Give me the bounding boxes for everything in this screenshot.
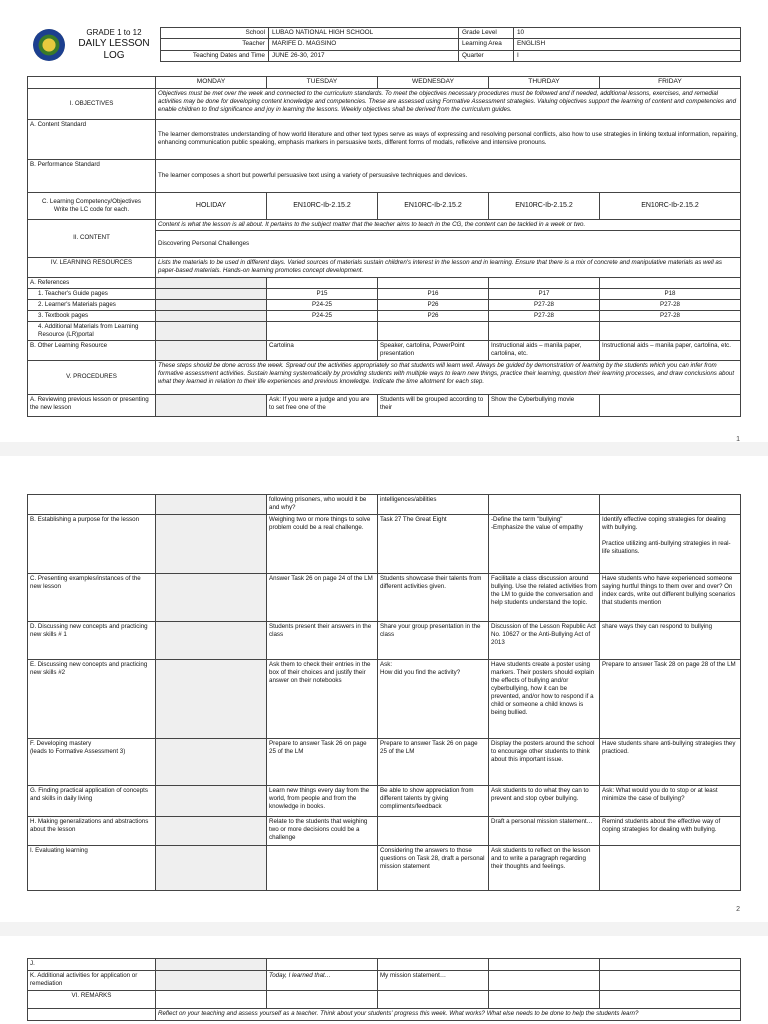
- row-h: [28, 817, 741, 846]
- learning-area-label: Learning Area: [459, 39, 514, 50]
- deped-seal-icon: [33, 29, 65, 61]
- row-f-wednesday: Prepare to answer Task 26 on page 25 of the LM: [378, 739, 489, 786]
- day-tuesday: TUESDAY: [267, 77, 378, 89]
- row-e-label: E. Discussing new concepts and practicing new skills #2: [28, 660, 156, 739]
- row-j-label: J.: [28, 959, 156, 971]
- tg-thursday: P17: [489, 288, 600, 299]
- row-i-thursday: Ask students to reflect on the lesson and to write a paragraph regarding their thoughts and feelings.: [489, 846, 600, 891]
- other-thursday: Instructional aids – manila paper, cartolina, etc.: [489, 341, 600, 361]
- lm-wednesday: P26: [378, 299, 489, 310]
- row-e-thursday: Have students create a poster using markers. Their posters should explain the effects of bullying and/or cyberbullying, how it can be prevented, and/or how to respond if a child or someone a child knows is being bullied.: [489, 660, 600, 739]
- row-i-label: I. Evaluating learning: [28, 846, 156, 891]
- procedures-row: [28, 361, 741, 395]
- row-k-wednesday: My mission statement…: [378, 971, 489, 991]
- lm-tuesday: P24-25: [267, 299, 378, 310]
- page-1: [0, 0, 768, 442]
- row-k-label: K. Additional activities for application or remediation: [28, 971, 156, 991]
- content-standard-label: A. Content Standard: [28, 119, 156, 159]
- row-f-thursday: Display the posters around the school to encourage other students to think about this important issue.: [489, 739, 600, 786]
- row-b-tuesday: Weighing two or more things to solve problem could be a real challenge.: [267, 515, 378, 574]
- lm-label: 2. Learner's Materials pages: [28, 299, 156, 310]
- reflection-row: [28, 1009, 741, 1021]
- row-b-thursday: -Define the term "bullying" -Emphasize the value of empathy: [489, 515, 600, 574]
- day-friday: FRIDAY: [600, 77, 741, 89]
- resources-note: Lists the materials to be used in different days. Varied sources of materials sustain children's interest in the lesson and in learning. Ensure that there is a mix of concrete and manipulative materials as well as paper-based materials. Hands-on learning promotes concept development.: [156, 257, 741, 277]
- procedures-note: These steps should be done across the week. Spread out the activities appropriately so that students will learn well. Always be guided by demonstration of learning by the students which you can infer from formative assessment activities. Sustain learning systematically by providing students with multiple ways to learn new things, practice their learning, question their learning processes, and draw conclusions about what they learned in relation to their life experiences and previous knowledge. Indicate the time allotment for each step.: [156, 361, 741, 395]
- additional-materials-row: [28, 321, 741, 340]
- performance-standard-label: B. Performance Standard: [28, 159, 156, 192]
- row-f: [28, 739, 741, 786]
- row-h-thursday: Draft a personal mission statement…: [489, 817, 600, 846]
- page-number-1: 1: [736, 436, 740, 443]
- competency-thursday: EN10RC-Ib-2.15.2: [489, 192, 600, 219]
- school-value: LUBAO NATIONAL HIGH SCHOOL: [269, 28, 459, 39]
- row-k-tuesday: Today, I learned that…: [267, 971, 378, 991]
- row-e-tuesday: Ask them to check their entries in the box of their choices and justify their answer on their notebooks: [267, 660, 378, 739]
- row-e: [28, 660, 741, 739]
- competency-monday: HOLIDAY: [156, 192, 267, 219]
- content-standard-text: The learner demonstrates understanding of how world literature and other text types serve as ways of expressing and resolving personal conflicts, also how to use strategies in linking textual information, repairing, enhancing communication public speaking, emphasis markers in persuasive texts, different forms of modals, reflexive and intensive pronouns.: [156, 119, 741, 159]
- row-a-label: A. Reviewing previous lesson or presenting the new lesson: [28, 395, 156, 417]
- tg-label: 1. Teacher's Guide pages: [28, 288, 156, 299]
- other-friday: Instructional aids – manila paper, cartolina, etc.: [600, 341, 741, 361]
- row-i-wednesday: Considering the answers to those questions on Task 28, draft a personal mission statement: [378, 846, 489, 891]
- other-resources-row: [28, 341, 741, 361]
- other-tuesday: Cartolina: [267, 341, 378, 361]
- row-e-friday: Prepare to answer Task 28 on page 28 of the LM: [600, 660, 741, 739]
- objectives-row: [28, 88, 741, 119]
- row-a: [28, 395, 741, 417]
- row-i-tuesday: [267, 846, 378, 891]
- row-f-tuesday: Prepare to answer Task 26 on page 25 of the LM: [267, 739, 378, 786]
- remarks-label: VI. REMARKS: [28, 991, 156, 1009]
- learning-area-value: ENGLISH: [514, 39, 741, 50]
- remarks-row: [28, 991, 741, 1009]
- grade-level-value: 10: [514, 28, 741, 39]
- row-g-label: G. Finding practical application of concepts and skills in daily living: [28, 786, 156, 817]
- row-g-wednesday: Be able to show appreciation from different talents by giving compliments/feedback: [378, 786, 489, 817]
- tb-tuesday: P24-25: [267, 310, 378, 321]
- page-3: [0, 936, 768, 1024]
- row-h-wednesday: [378, 817, 489, 846]
- row-g-thursday: Ask students to do what they can to prevent and stop cyber bullying.: [489, 786, 600, 817]
- references-label: A. References: [28, 277, 156, 288]
- row-a-cont: [28, 495, 741, 515]
- row-i: [28, 846, 741, 891]
- day-wednesday: WEDNESDAY: [378, 77, 489, 89]
- competency-row: [28, 192, 741, 219]
- competency-friday: EN10RC-Ib-2.15.2: [600, 192, 741, 219]
- resources-row: [28, 257, 741, 277]
- competency-sub: Write the LC code for each.: [53, 205, 130, 213]
- row-d-tuesday: Students present their answers in the class: [267, 622, 378, 660]
- header-table: [160, 27, 741, 62]
- other-label: B. Other Learning Resource: [28, 341, 156, 361]
- row-c-friday: Have students who have experienced someone saying hurtful things to them over and over? On index cards, write out different bullying scenarios that students mention: [600, 574, 741, 622]
- row-b-label: B. Establishing a purpose for the lesson: [28, 515, 156, 574]
- page-2: [0, 456, 768, 922]
- row-h-friday: Remind students about the effective way of coping strategies for dealing with bullying.: [600, 817, 741, 846]
- lm-row: [28, 299, 741, 310]
- grade-label: GRADE 1 to 12: [86, 28, 142, 37]
- row-b: [28, 515, 741, 574]
- tb-friday: P27-28: [600, 310, 741, 321]
- school-label: School: [161, 28, 269, 39]
- content-note: Content is what the lesson is all about. It pertains to the subject matter that the teacher aims to teach in the CG, the content can be tackled in a week or two.: [156, 219, 741, 230]
- lesson-table-page2: [27, 494, 741, 891]
- tb-row: [28, 310, 741, 321]
- row-e-wednesday: Ask: How did you find the activity?: [378, 660, 489, 739]
- content-note-row: [28, 219, 741, 230]
- row-a-cont-tuesday: following prisoners, who would it be and why?: [267, 495, 378, 515]
- procedures-label: V. PROCEDURES: [28, 361, 156, 395]
- performance-standard-text: The learner composes a short but powerful persuasive text using a variety of persuasive techniques and devices.: [156, 159, 741, 192]
- quarter-value: I: [514, 50, 741, 61]
- tg-row: [28, 288, 741, 299]
- row-d-thursday: Discussion of the Lesson Republic Act No. 10627 or the Anti-Bullying Act of 2013: [489, 622, 600, 660]
- lesson-table-page1: [27, 76, 741, 417]
- doc-title-line1: DAILY LESSON: [78, 38, 150, 49]
- row-a-cont-wednesday: intelligences/abilities: [378, 495, 489, 515]
- content-label: II. CONTENT: [28, 219, 156, 257]
- row-g-friday: Ask: What would you do to stop or at least minimize the case of bullying?: [600, 786, 741, 817]
- teacher-label: Teacher: [161, 39, 269, 50]
- day-header-row: [28, 77, 741, 89]
- tb-thursday: P27-28: [489, 310, 600, 321]
- tb-wednesday: P26: [378, 310, 489, 321]
- add-label: 4. Additional Materials from Learning Resource (LR)portal: [28, 321, 156, 340]
- dates-value: JUNE 26-30, 2017: [269, 50, 459, 61]
- row-c: [28, 574, 741, 622]
- references-row: [28, 277, 741, 288]
- row-h-tuesday: Relate to the students that weighing two or more decisions could be a challenge: [267, 817, 378, 846]
- row-c-thursday: Facilitate a class discussion around bullying. Use the related activities from the LM to guide the conversation and help students understand the topic.: [489, 574, 600, 622]
- performance-standard-row: [28, 159, 741, 192]
- objectives-note: Objectives must be met over the week and connected to the curriculum standards. To meet the objectives necessary procedures must be followed and if needed, additional lessons, exercises, and remedial activities may be done for developing content knowledge and competencies. These are assessed using Formative Assessment strategies. Valuing objectives support the learning of content and competencies and enable children to find significance and joy in learning the lessons. Weekly objectives shall be derived from the curriculum guides.: [156, 88, 741, 119]
- day-monday: MONDAY: [156, 77, 267, 89]
- dates-label: Teaching Dates and Time: [161, 50, 269, 61]
- row-j: [28, 959, 741, 971]
- row-d-wednesday: Share your group presentation in the class: [378, 622, 489, 660]
- content-standard-row: [28, 119, 741, 159]
- tg-friday: P18: [600, 288, 741, 299]
- row-i-friday: [600, 846, 741, 891]
- row-d-friday: share ways they can respond to bullying: [600, 622, 741, 660]
- row-b-wednesday: Task 27 The Great Eight: [378, 515, 489, 574]
- day-thursday: THURDAY: [489, 77, 600, 89]
- row-c-label: C. Presenting examples/instances of the new lesson: [28, 574, 156, 622]
- lesson-table-page3: [27, 958, 741, 1021]
- doc-title-block: [72, 28, 156, 62]
- teacher-value: MARIFE D. MAGSINO: [269, 39, 459, 50]
- page-number-2: 2: [736, 906, 740, 913]
- lm-friday: P27-28: [600, 299, 741, 310]
- row-d-label: D. Discussing new concepts and practicing new skills # 1: [28, 622, 156, 660]
- tg-wednesday: P16: [378, 288, 489, 299]
- quarter-label: Quarter: [459, 50, 514, 61]
- row-b-friday: Identify effective coping strategies for dealing with bullying. Practice utilizing anti-bullying strategies in real-life situations.: [600, 515, 741, 574]
- row-h-label: H. Making generalizations and abstractions about the lesson: [28, 817, 156, 846]
- grade-level-label: Grade Level: [459, 28, 514, 39]
- competency-label: C. Learning Competency/Objectives: [41, 197, 142, 205]
- other-wednesday: Speaker, cartolina, PowerPoint presentation: [378, 341, 489, 361]
- row-c-wednesday: Students showcase their talents from different activities given.: [378, 574, 489, 622]
- row-f-friday: Have students share anti-bullying strategies they practiced.: [600, 739, 741, 786]
- content-text: Discovering Personal Challenges: [156, 230, 741, 257]
- tg-tuesday: P15: [267, 288, 378, 299]
- row-c-tuesday: Answer Task 26 on page 24 of the LM: [267, 574, 378, 622]
- competency-tuesday: EN10RC-Ib-2.15.2: [267, 192, 378, 219]
- row-a-thursday: Show the Cyberbullying movie: [489, 395, 600, 417]
- row-f-label: F. Developing mastery (leads to Formative Assessment 3): [28, 739, 156, 786]
- lm-thursday: P27-28: [489, 299, 600, 310]
- doc-title-line2: LOG: [103, 50, 125, 61]
- row-g-tuesday: Learn new things every day from the world, from people and from the knowledge in books.: [267, 786, 378, 817]
- row-g: [28, 786, 741, 817]
- row-k: [28, 971, 741, 991]
- row-a-friday: [600, 395, 741, 417]
- resources-label: IV. LEARNING RESOURCES: [28, 257, 156, 277]
- row-a-tuesday: Ask: If you were a judge and you are to set free one of the: [267, 395, 378, 417]
- row-a-wednesday: Students will be grouped according to their: [378, 395, 489, 417]
- row-d: [28, 622, 741, 660]
- objectives-label: I. OBJECTIVES: [28, 88, 156, 119]
- competency-wednesday: EN10RC-Ib-2.15.2: [378, 192, 489, 219]
- reflection-note: Reflect on your teaching and assess yourself as a teacher. Think about your students' progress this week. What works? What else needs to be done to help the students learn?: [156, 1009, 741, 1021]
- tb-label: 3. Textbook pages: [28, 310, 156, 321]
